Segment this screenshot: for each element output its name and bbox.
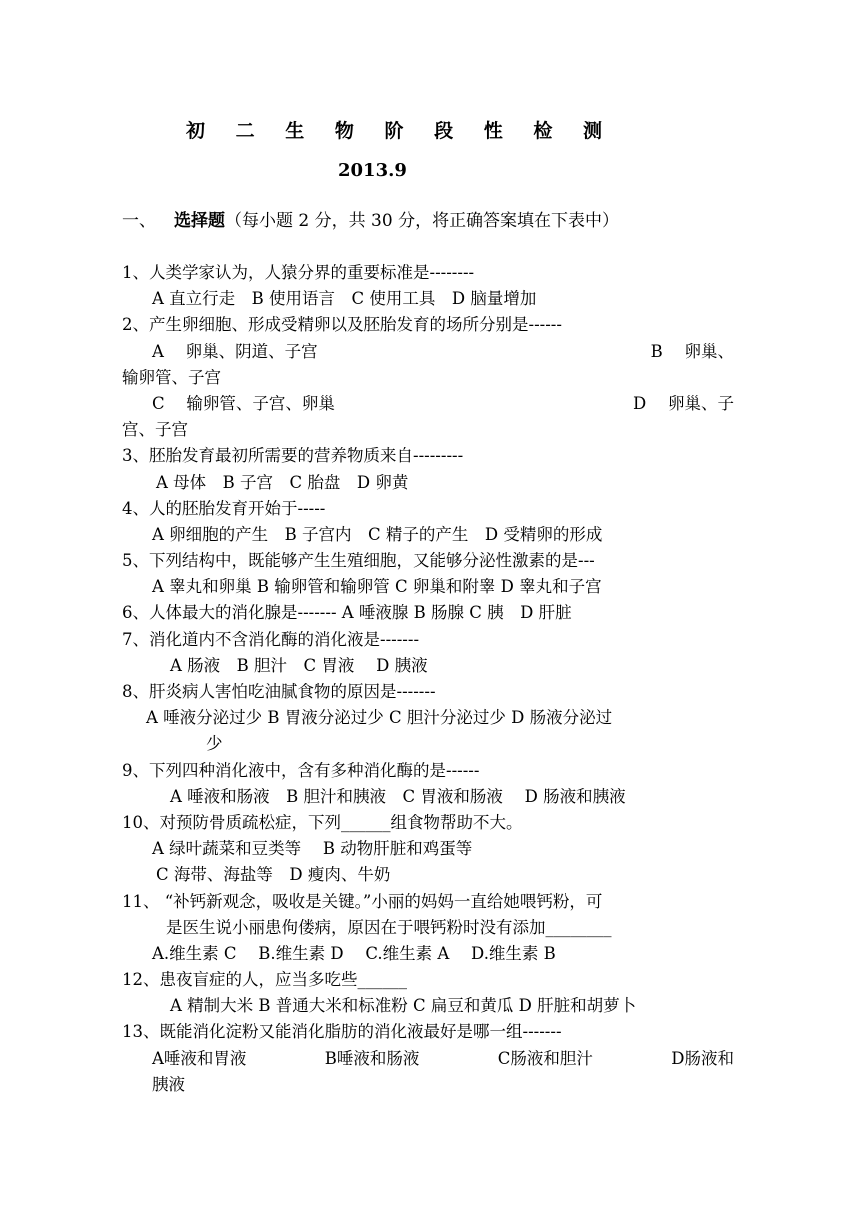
question-7-stem: 7、消化道内不含消化酶的消化液是-------	[122, 629, 420, 649]
question-2-option-c: C 输卵管、子宫、卵巢	[152, 393, 335, 413]
question-2-stem: 2、产生卵细胞、形成受精卵以及胚胎发育的场所分别是------	[122, 315, 562, 335]
question-12-stem	[122, 967, 734, 993]
question-2-options-row2	[122, 391, 734, 417]
question-10-stem-pre: 10、对预防骨质疏松症，下列	[122, 812, 341, 832]
question-4-stem: 4、人的胚胎发育开始于-----	[122, 498, 326, 518]
question-12-blank: ______	[357, 970, 407, 990]
question-11-options: A.维生素 C B.维生素 D C.维生素 A D.维生素 B	[152, 943, 556, 963]
section-note: （每小题 2 分，共 30 分，将正确答案填在下表中）	[225, 211, 620, 231]
question-6-stem: 6、人体最大的消化腺是------- A 唾液腺 B 肠腺 C 胰 D 肝脏	[122, 603, 572, 623]
page-title: 初 二 生 物 阶 段 性 检 测	[186, 120, 614, 142]
question-10-blank: ______	[341, 812, 391, 832]
question-9-options: A 唾液和肠液 B 胆汁和胰液 C 胃液和肠液 D 肠液和胰液	[170, 786, 626, 806]
question-10-options: A 绿叶蔬菜和豆类等 B 动物肝脏和鸡蛋等	[152, 839, 473, 859]
question-8-options-cont: 少	[206, 734, 223, 754]
question-2-options-row1	[122, 339, 734, 365]
question-13-option-a: A唾液和胃液	[152, 1048, 247, 1068]
exam-date: 2013.9	[338, 160, 407, 181]
section-number: 一、	[122, 211, 156, 231]
question-13-option-d-cont: 胰液	[152, 1074, 185, 1094]
question-8-options: A 唾液分泌过少 B 胃液分泌过少 C 胆汁分泌过少 D 肠液分泌过	[146, 708, 613, 728]
question-5-options: A 睾丸和卵巢 B 输卵管和输卵管 C 卵巢和附睾 D 睾丸和子宫	[152, 577, 602, 597]
question-3-options: A 母体 B 子宫 C 胎盘 D 卵黄	[156, 472, 409, 492]
question-11-stem-line2: 是医生说小丽患佝偻病，原因在于喂钙粉时没有添加	[166, 917, 546, 937]
question-2-option-a: A 卵巢、阴道、子宫	[152, 341, 318, 361]
question-12-options: A 精制大米 B 普通大米和标准粉 C 扁豆和黄瓜 D 肝脏和胡萝卜	[170, 996, 637, 1016]
question-11-stem: 11、 “补钙新观念，吸收是关键。”小丽的妈妈一直给她喂钙粉，可	[122, 891, 603, 911]
question-10-options-cont: C 海带、海盐等 D 瘦肉、牛奶	[156, 865, 391, 885]
question-9-stem: 9、下列四种消化液中，含有多种消化酶的是------	[122, 760, 480, 780]
question-12-stem-text: 12、患夜盲症的人，应当多吃些	[122, 970, 358, 990]
question-13-option-b: B唾液和肠液	[324, 1048, 420, 1068]
question-8-stem: 8、肝炎病人害怕吃油腻食物的原因是-------	[122, 682, 436, 701]
question-2-option-d: D 卵巢、子	[633, 393, 734, 413]
question-7-options: A 肠液 B 胆汁 C 胃液 D 胰液	[170, 655, 428, 675]
question-4-options: A 卵细胞的产生 B 子宫内 C 精子的产生 D 受精卵的形成	[152, 524, 603, 544]
section-title: 选择题	[174, 211, 225, 231]
question-11-blank: ________	[545, 917, 612, 937]
question-2-option-b: B 卵巢、	[650, 341, 734, 361]
question-13-options	[122, 1046, 734, 1072]
question-13-option-c: C肠液和胆汁	[497, 1048, 593, 1068]
question-2-option-d-cont: 宫、子宫	[122, 420, 188, 440]
question-10-stem	[122, 810, 734, 836]
question-13-stem: 13、既能消化淀粉又能消化脂肪的消化液最好是哪一组-------	[122, 1022, 562, 1042]
question-10-stem-post: 组食物帮助不大。	[390, 812, 523, 832]
question-11-stem-cont	[122, 915, 734, 941]
question-1-stem: 1、人类学家认为，人猿分界的重要标准是--------	[122, 263, 475, 282]
section-heading	[122, 206, 619, 231]
question-list	[122, 260, 734, 1098]
question-1-options: A 直立行走 B 使用语言 C 使用工具 D 脑量增加	[152, 289, 537, 309]
question-5-stem: 5、下列结构中，既能够产生生殖细胞，又能够分泌性激素的是---	[122, 551, 595, 571]
question-13-option-d: D肠液和	[671, 1048, 734, 1068]
question-2-option-b-cont: 输卵管、子宫	[122, 367, 221, 387]
question-3-stem: 3、胚胎发育最初所需要的营养物质来自---------	[122, 446, 464, 466]
